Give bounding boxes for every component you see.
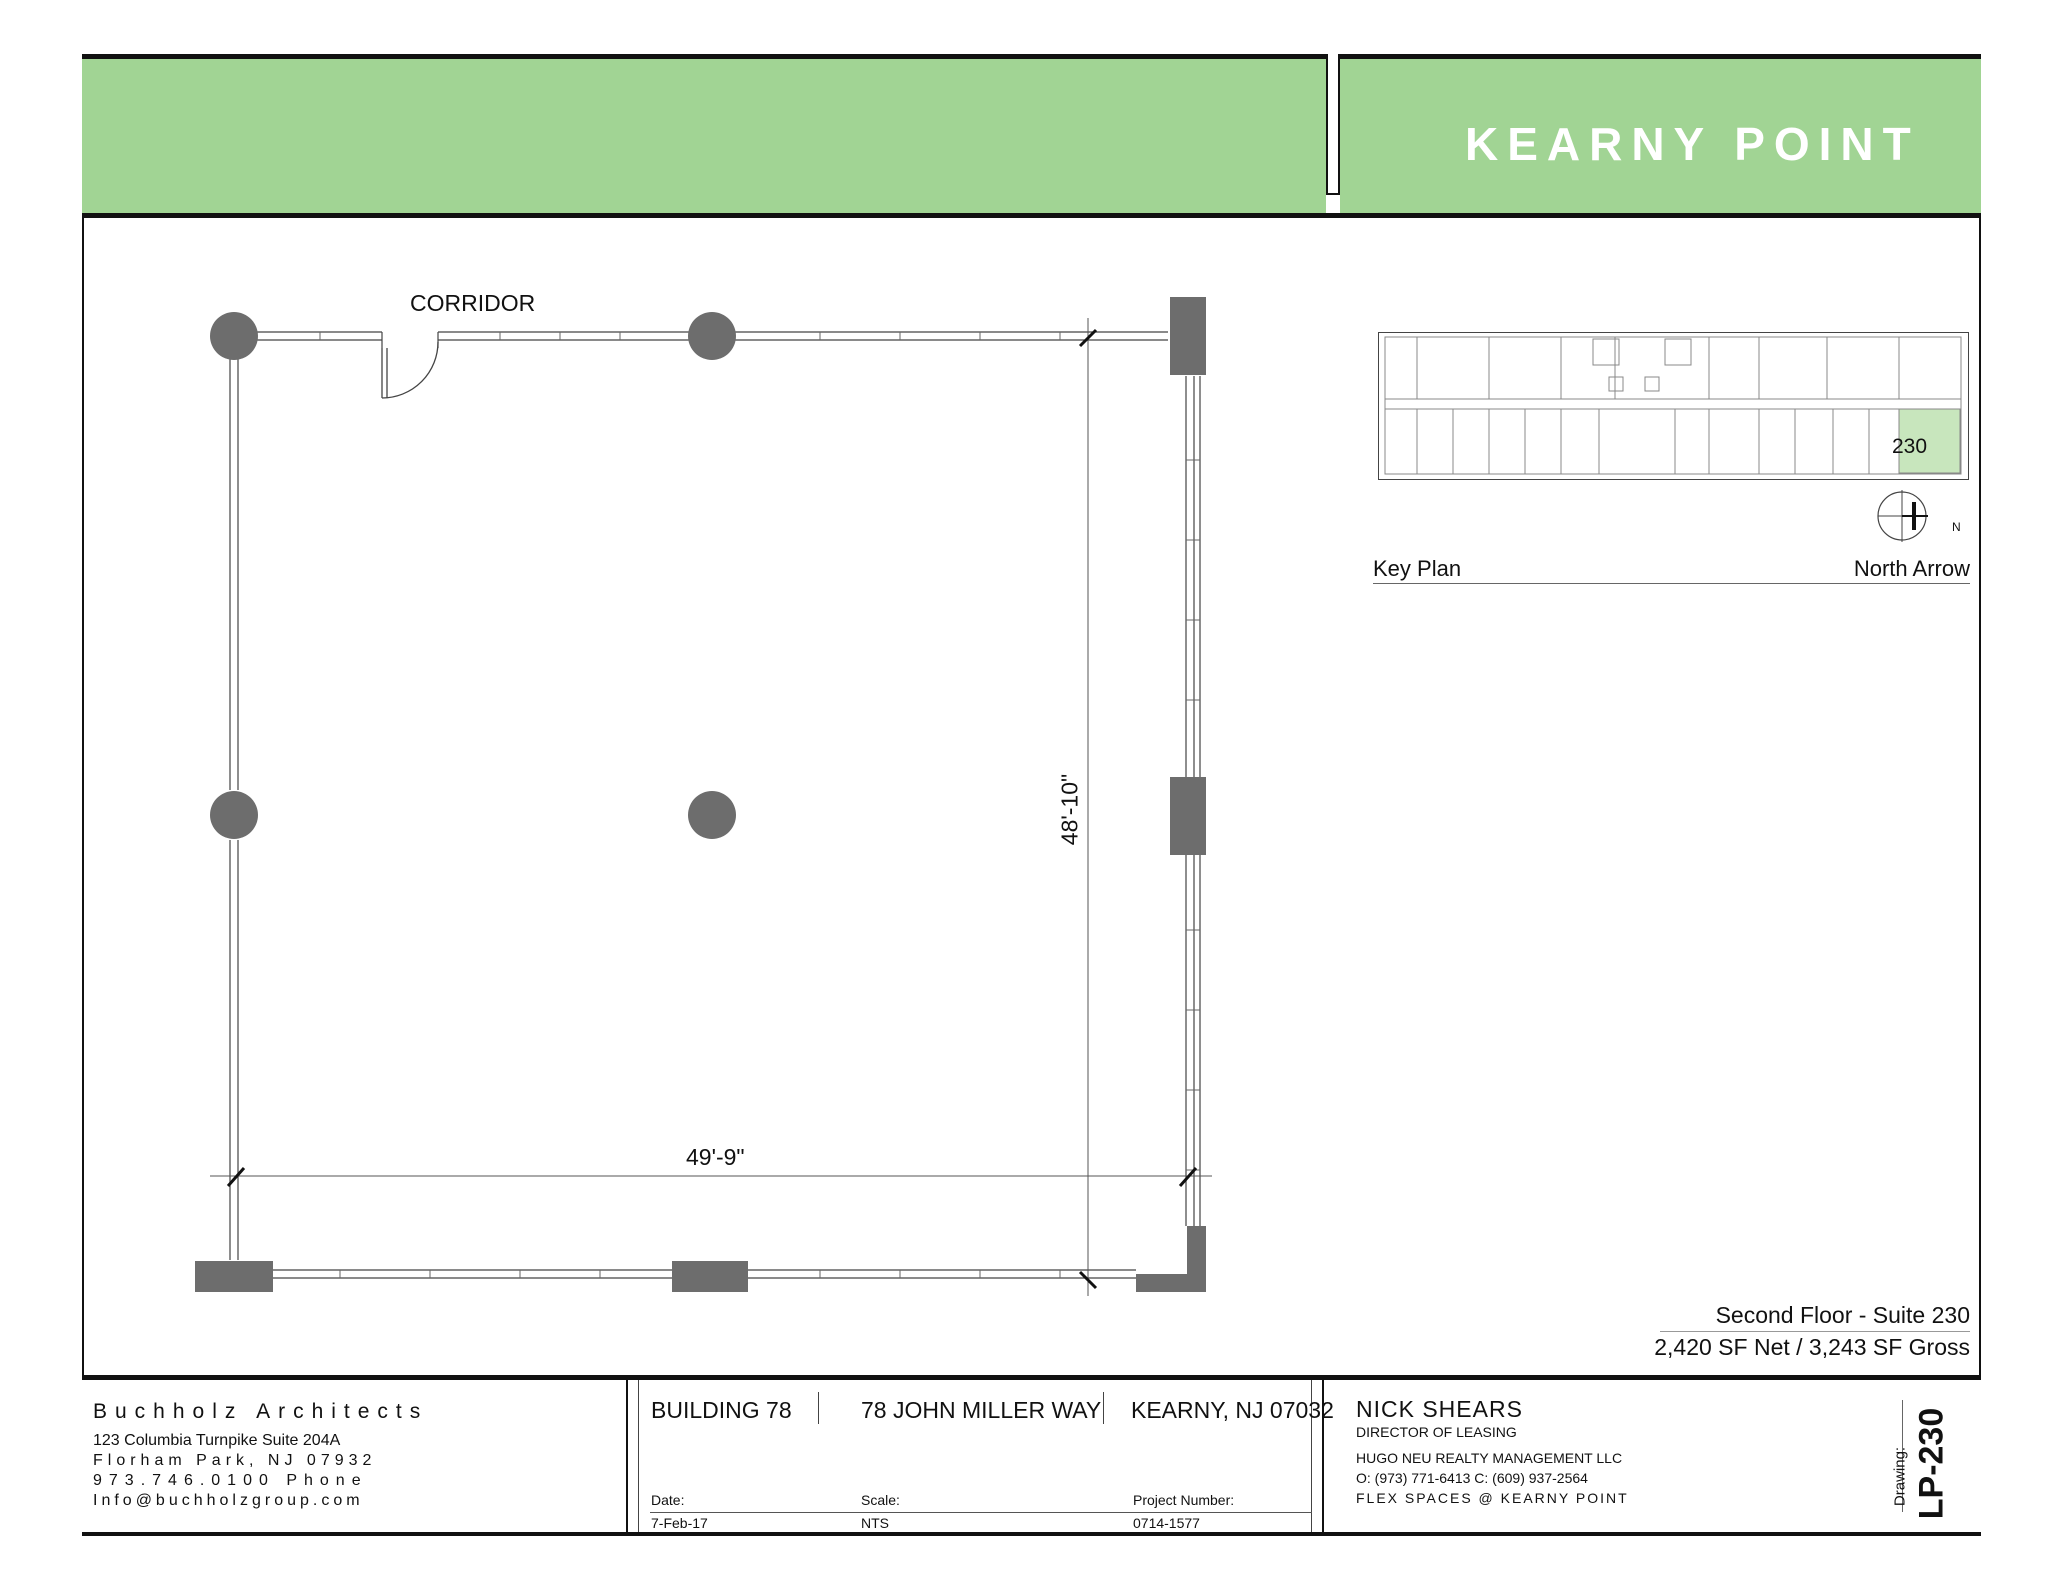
north-arrow-icon [1876,488,1948,546]
architect-name: Buchholz Architects [93,1400,429,1423]
architect-email: Info@buchholzgroup.com [93,1492,364,1509]
date-label: Date: [651,1492,685,1508]
dimension-width-label: 49'-9" [686,1144,745,1170]
dimension-height-label: 48'-10" [1056,773,1083,846]
key-plan-drawing [1379,333,1967,478]
door [382,342,438,398]
contact-tagline: FLEX SPACES @ KEARNY POINT [1356,1490,1629,1506]
key-plan-label: Key Plan [1373,556,1462,581]
suite-info-line2: 2,420 SF Net / 3,243 SF Gross [1654,1334,1970,1360]
project-building: BUILDING 78 [651,1397,792,1423]
key-plan-suite-label: 230 [1892,435,1928,458]
columns [210,312,736,839]
project-number-value: 0714-1577 [1133,1515,1200,1531]
project-sep-2 [1103,1392,1104,1424]
project-value-rule [650,1512,1312,1513]
architect-address2: Florham Park, NJ 07932 [93,1452,377,1469]
scale-label: Scale: [861,1492,900,1508]
page-title: KEARNY POINT [1465,118,1920,170]
north-letter: N [1952,520,1961,534]
drawing-number: LP-230 [1912,1407,1951,1520]
scale-value: NTS [861,1515,889,1531]
contact-company: HUGO NEU REALTY MANAGEMENT LLC [1356,1450,1623,1466]
contact-title: DIRECTOR OF LEASING [1356,1424,1517,1440]
architect-phone: 973.746.0100 Phone [93,1472,368,1489]
contact-phones: O: (973) 771-6413 C: (609) 937-2564 [1356,1470,1588,1486]
suite-info-divider [1660,1331,1970,1332]
north-arrow-label: North Arrow [1853,556,1970,581]
architect-address1: 123 Columbia Turnpike Suite 204A [93,1432,341,1449]
drawing-label: Drawing: [1891,1446,1909,1507]
suite-info-line1: Second Floor - Suite 230 [1715,1302,1970,1328]
date-value: 7-Feb-17 [651,1515,708,1531]
project-street: 78 JOHN MILLER WAY [861,1397,1102,1423]
project-city: KEARNY, NJ 07032 [1131,1397,1334,1423]
contact-name: NICK SHEARS [1356,1396,1523,1422]
title-block-bottom-rule [82,1532,1981,1536]
project-inner-left-rule [638,1380,639,1532]
key-plan [1378,332,1969,480]
project-number-label: Project Number: [1133,1492,1235,1508]
corridor-label: CORRIDOR [410,290,536,316]
banner-divider [1326,54,1340,195]
project-sep-1 [818,1392,819,1424]
key-plan-underline [1373,583,1970,584]
